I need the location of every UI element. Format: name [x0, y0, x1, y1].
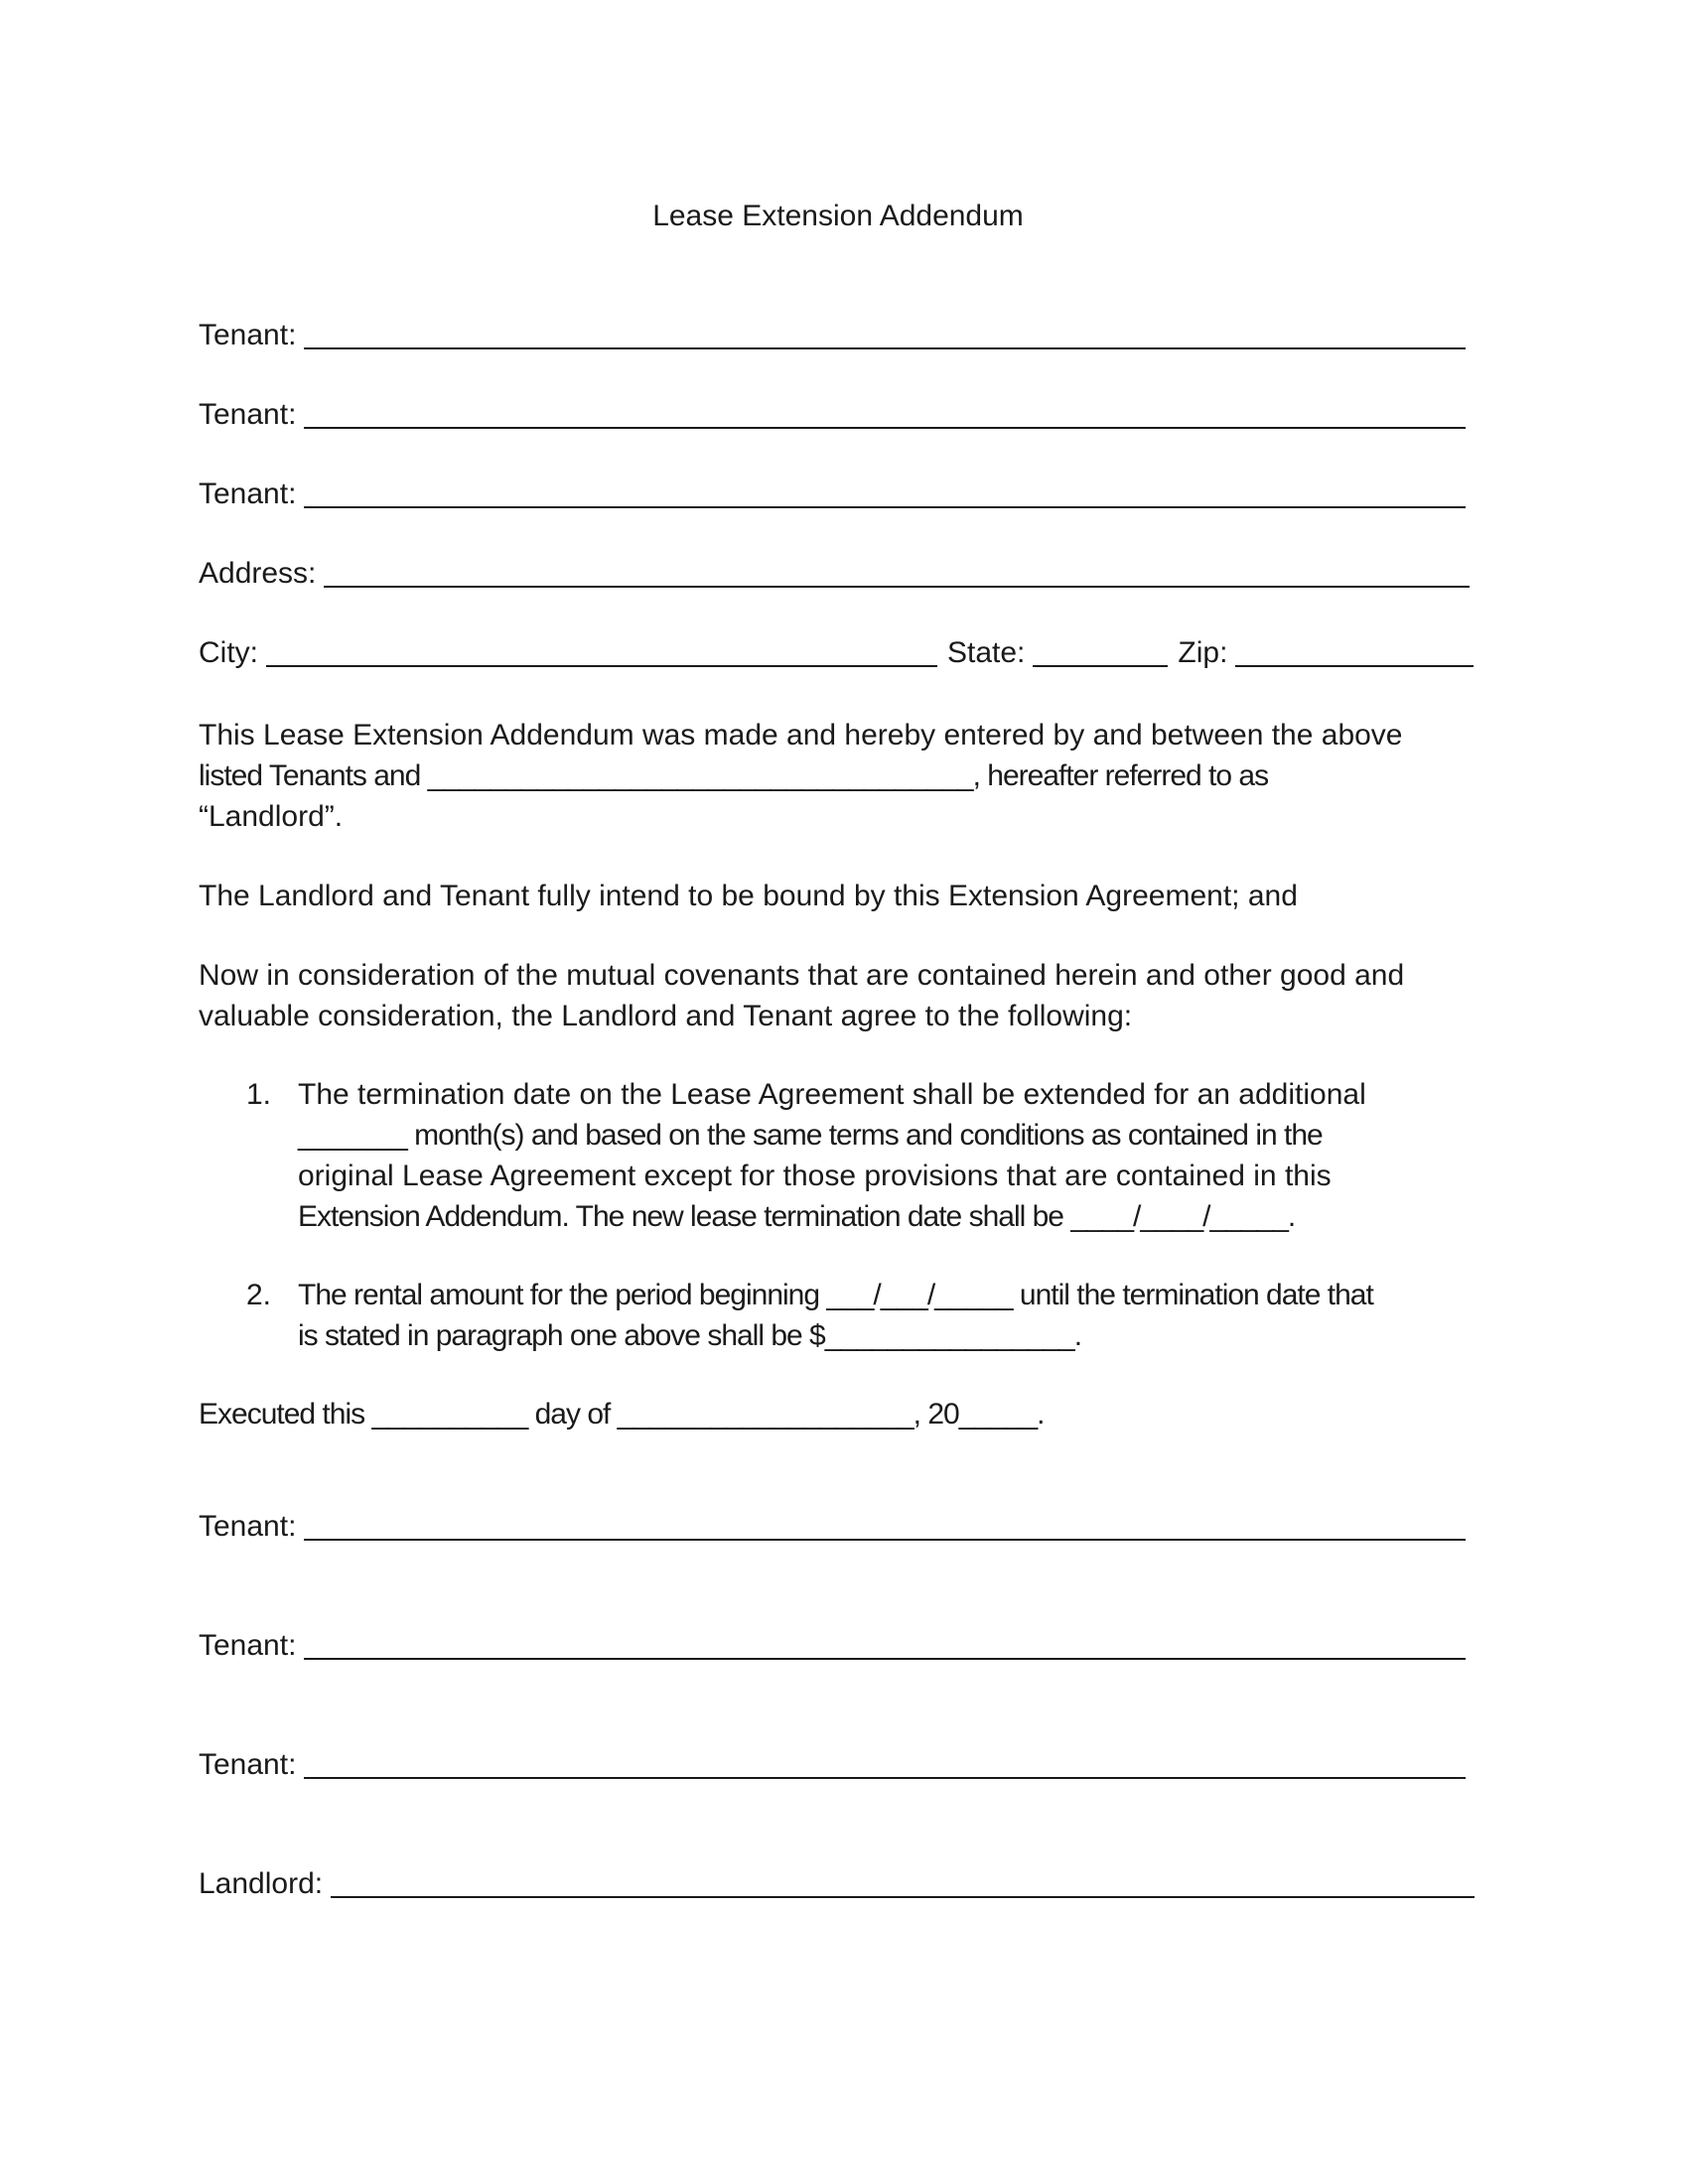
intro-line: “Landlord”. [199, 800, 344, 833]
tenant-input-line[interactable] [304, 477, 1466, 508]
item-line: _______ month(s) and based on the same terms and conditions as contained in the [298, 1119, 1323, 1152]
document-title: Lease Extension Addendum [652, 200, 1024, 232]
state-input-line[interactable] [1033, 635, 1168, 667]
signature-tenant-2[interactable] [199, 1626, 1466, 1666]
signature-line[interactable] [304, 1509, 1466, 1541]
signature-tenant-3[interactable] [199, 1745, 1466, 1785]
zip-input-line[interactable] [1235, 635, 1474, 667]
zip-label: Zip: [1178, 636, 1228, 669]
city-input-line[interactable] [266, 635, 937, 667]
signature-line[interactable] [304, 1747, 1466, 1779]
tenant-input-line[interactable] [304, 318, 1466, 349]
executed-line: Executed this __________ day of ___________________, 20_____. [199, 1398, 1045, 1431]
address-label: Address: [199, 557, 317, 590]
intro-paragraph [199, 715, 1489, 837]
consideration-line: Now in consideration of the mutual covenants that are contained herein and other good and [199, 959, 1405, 992]
tenant-label: Tenant: [199, 1510, 297, 1543]
address-field[interactable] [199, 554, 1470, 594]
signature-landlord[interactable] [199, 1864, 1475, 1904]
address-input-line[interactable] [324, 556, 1470, 588]
tenant-field-3[interactable] [199, 475, 1466, 514]
tenant-label: Tenant: [199, 478, 297, 510]
tenant-label: Tenant: [199, 398, 297, 431]
item-number: 1. [246, 1078, 272, 1111]
city-state-zip-row [199, 633, 1474, 673]
item-line: The termination date on the Lease Agreement shall be extended for an additional [298, 1078, 1366, 1111]
tenant-label: Tenant: [199, 1629, 297, 1662]
item-line: is stated in paragraph one above shall be $________________. [298, 1319, 1082, 1352]
item-line: Extension Addendum. The new lease termination date shall be ____/____/_____. [298, 1200, 1296, 1233]
state-label: State: [947, 636, 1026, 669]
intent-paragraph: The Landlord and Tenant fully intend to be bound by this Extension Agreement; and [199, 880, 1298, 912]
intro-line: listed Tenants and ___________________________________, hereafter referred to as [199, 759, 1269, 792]
tenant-field-2[interactable] [199, 395, 1466, 435]
tenant-label: Tenant: [199, 1748, 297, 1781]
tenant-label: Tenant: [199, 319, 297, 351]
city-label: City: [199, 636, 258, 669]
consideration-line: valuable consideration, the Landlord and Tenant agree to the following: [199, 1000, 1133, 1032]
intro-line: This Lease Extension Addendum was made and hereby entered by and between the above [199, 719, 1403, 751]
item-line: original Lease Agreement except for those provisions that are contained in this [298, 1160, 1332, 1192]
tenant-field-1[interactable] [199, 316, 1466, 355]
landlord-label: Landlord: [199, 1867, 324, 1900]
list-item [298, 1275, 1489, 1356]
signature-tenant-1[interactable] [199, 1507, 1466, 1547]
signature-line[interactable] [304, 1628, 1466, 1660]
signature-line[interactable] [331, 1866, 1475, 1898]
consideration-paragraph [199, 955, 1489, 1036]
item-line: The rental amount for the period beginning ___/___/_____ until the termination date that [298, 1279, 1373, 1311]
tenant-input-line[interactable] [304, 397, 1466, 429]
list-item [298, 1074, 1489, 1237]
item-number: 2. [246, 1279, 272, 1311]
